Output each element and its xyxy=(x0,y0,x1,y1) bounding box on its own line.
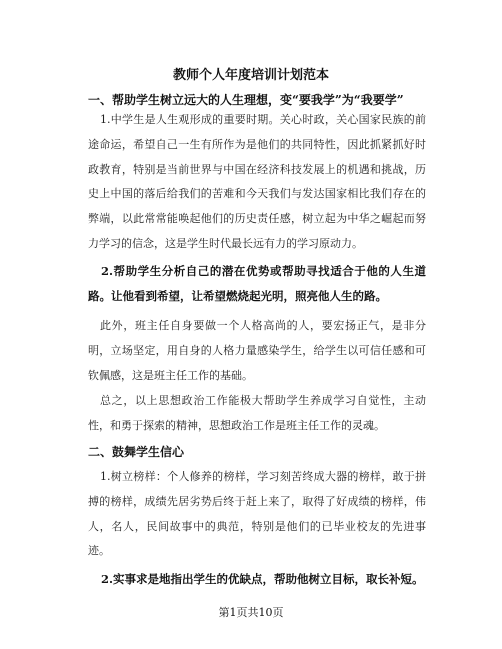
paragraph-2: 此外，班主任自身要做一个人格高尚的人，要宏扬正气，是非分明，立场坚定，用自身的人格力量感染学生，给学生以可信任感和可钦佩感，这是班主任工作的基础。 xyxy=(88,319,426,382)
section-heading-2: 二、鼓舞学生信心 xyxy=(88,445,185,459)
document-title: 教师个人年度培训计划范本 xyxy=(172,68,329,83)
section-heading-1: 一、帮助学生树立远大的人生理想，变“要我学”为“我要学” xyxy=(88,93,404,107)
paragraph-1: 1.中学生是人生观形成的重要时期。关心时政，关心国家民族的前途命运，希望自己一生有所作为是他们的共同特性，因此抓紧抓好时政教育，特别是当前世界与中国在经济科技发展上的机遇和挑战，历史上中国的落后给我们的苦难和今天我们与发达国家相比我们存在的弊端，以此常常能唤起他们的历史责任感，树立起为中华之崛起而努力学习的信念，这是学生时代最长远有力的学习原动力。 xyxy=(88,113,426,250)
page-footer: 第1页共10页 xyxy=(218,606,284,619)
paragraph-4: 1.树立榜样：个人修养的榜样，学习刻苦终成大器的榜样，敢于拼搏的榜样，成绩先居劣势后终于赶上来了，取得了好成绩的榜样，伟人，名人，民间故事中的典范，特别是他们的已毕业校友的先进事迹。 xyxy=(88,470,426,558)
bold-point-2: 2.帮助学生分析自己的潜在优势或帮助寻找适合于他的人生道路。让他看到希望，让希望燃烧起光明，照亮他人生的路。 xyxy=(88,264,426,303)
paragraph-3: 总之，以上思想政治工作能极大帮助学生养成学习自觉性，主动性，和勇于探索的精神，思想政治工作是班主任工作的灵魂。 xyxy=(88,394,426,432)
bold-point-3: 2.实事求是地指出学生的优缺点，帮助他树立目标，取长补短。 xyxy=(101,572,424,586)
